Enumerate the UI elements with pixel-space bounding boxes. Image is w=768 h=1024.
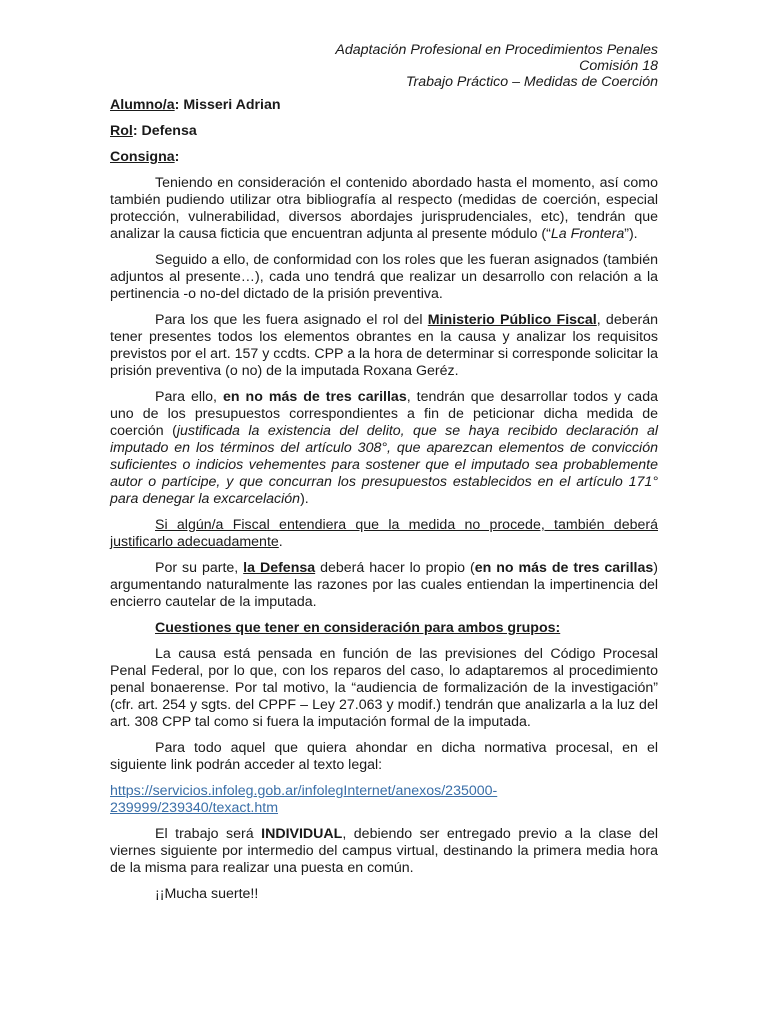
p3-end: , deberán tener presentes todos los elementos obrantes en la causa y analizar los requisitos previstos por el art. 157 y ccdts. CPP a la hora de determinar si corresponde solicitar la prisión preventiva (o no) de la imputada Roxana Geréz. [110, 312, 659, 379]
p9-text: El trabajo será [155, 826, 262, 842]
p6-text: Por su parte, [155, 560, 244, 576]
p6-mid: deberá hacer lo propio ( [315, 560, 475, 576]
p1-case-name: La Frontera [550, 226, 625, 242]
student-label: Alumno/a [110, 97, 175, 113]
p1-text: Teniendo en consideración el contenido abordado hasta el momento, así como también pudiendo utilizar otra bibliografía al respecto (medidas de coerción, especial protección, vulnerabilidad, diversos abordajes jurisprudenciales, etc), tendrán que analizar la causa ficticia que encuentran adjunta al presente módulo (“ [110, 175, 658, 242]
p4-mid: , tendrán que desarrollar todos y cada uno de los presupuestos correspondientes a fin de peticionar dicha medida de coerción ( [110, 389, 658, 439]
p9-end: , debiendo ser entregado previo a la clase del viernes siguiente por intermedio del campus virtual, destinando la primera media hora de la misma para realizar una puesta en común. [110, 826, 658, 876]
header-course: Adaptación Profesional en Procedimientos Penales [335, 42, 658, 58]
role-value: Defensa [141, 123, 197, 139]
paragraph-6 [110, 560, 658, 611]
student-field: Alumno/a: Misseri Adrian [110, 97, 281, 113]
section-subtitle: Cuestiones que tener en consideración para ambos grupos: [155, 620, 561, 636]
header-assignment: Trabajo Práctico – Medidas de Coerción [405, 74, 658, 90]
paragraph-9 [110, 826, 658, 877]
p5-text: Si algún/a Fiscal entendiera que la medida no procede, también deberá justificarlo adecuadamente [110, 517, 658, 550]
p6-end: ) argumentando naturalmente las razones por las cuales entiendan la impertinencia del encierro cautelar de la imputada. [110, 560, 658, 610]
role-field: Rol: Defensa [110, 123, 197, 139]
link-line-1[interactable]: https://servicios.infoleg.gob.ar/infolegInternet/anexos/235000- [110, 783, 498, 799]
role-label: Rol [110, 123, 133, 139]
p4-page-limit: en no más de tres carillas [222, 389, 407, 405]
student-name: Misseri Adrian [183, 97, 281, 113]
p6-role-defense: la Defensa [243, 560, 316, 576]
p1-end: ”). [624, 226, 638, 242]
p4-requirements: justificada la existencia del delito, que se haya recibido declaración al imputado en los términos del artículo 308°, que aparezcan elementos de convicción suficientes o indicios vehementes para sostener que el imputado sea probablemente autor o partícipe, y que concurran los presupuestos establecidos en el artículo 171° para denegar la excarcelación [110, 423, 659, 507]
link-line-2[interactable]: 239999/239340/texact.htm [110, 800, 279, 816]
p4-text: Para ello, [155, 389, 223, 405]
legal-link-paragraph [110, 783, 658, 817]
document-page [110, 42, 658, 912]
paragraph-8: Para todo aquel que quiera ahondar en dicha normativa procesal, en el siguiente link podrán acceder al texto legal: [110, 740, 658, 773]
closing-line: ¡¡Mucha suerte!! [155, 886, 259, 902]
legal-text-link[interactable] [110, 783, 497, 816]
paragraph-5 [110, 517, 658, 551]
p9-individual: INDIVIDUAL [261, 826, 343, 842]
p3-text: Para los que les fuera asignado el rol del [155, 312, 428, 328]
assignment-label: Consigna [110, 149, 175, 165]
paragraph-7: La causa está pensada en función de las previsiones del Código Procesal Penal Federal, por lo que, con los reparos del caso, lo adaptaremos al procedimiento penal bonaerense. Por tal motivo, la “audiencia de formalización de la investigación” (cfr. art. 254 y sgts. del CPPF – Ley 27.063 y modif.) tendrán que analizarla a la luz del art. 308 CPP tal como si fuera la imputación formal de la imputada. [110, 646, 658, 730]
paragraph-2: Seguido a ello, de conformidad con los roles que les fueran asignados (también adjuntos al presente…), cada uno tendrá que realizar un desarrollo con relación a la pertinencia -o no-del dictado de la prisión preventiva. [110, 252, 658, 302]
assignment-heading: Consigna: [110, 149, 180, 165]
paragraph-3 [110, 312, 658, 380]
paragraph-1 [110, 175, 658, 243]
paragraph-4 [110, 389, 658, 508]
p6-page-limit: en no más de tres carillas [474, 560, 654, 576]
document-header [110, 42, 658, 90]
p5-end: . [278, 534, 283, 550]
p3-role-fiscal: Ministerio Público Fiscal [427, 312, 597, 328]
p4-end: ). [300, 491, 309, 507]
header-commission: Comisión 18 [579, 58, 658, 74]
